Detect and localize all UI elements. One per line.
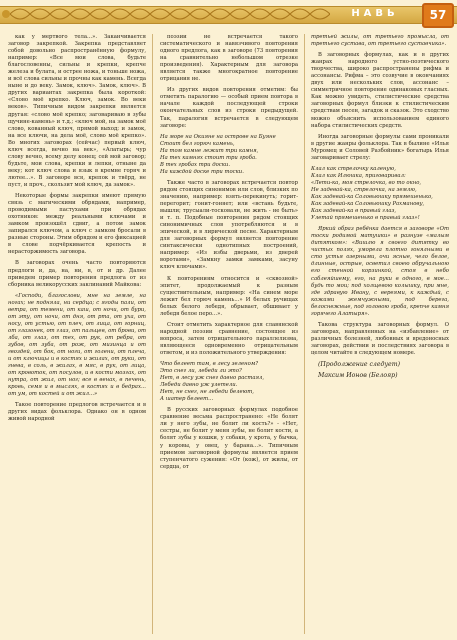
ornament-icon	[0, 0, 330, 26]
paragraph: Клал как стрелочку каленую, Клал как Илюшка, приговаривал: «Лети-ка, моя стрелочка, во то окно, Не задевай-ка, стрелочка, на землю, Как задевай-ка Соловьюшку прямешенько, Как задевай-ка Соловьюшку Рахманову, Как задевай-ка в правый глаз, Улетай прямешенько в правый глаз»!	[311, 165, 433, 222]
paragraph: как у мертвого тела...». Заканчивается заговор закрепкой. Закрепка представляет собой довольно распространённую формулу, например: «Все мои слова, будьте благословенны, сильны и крепки, крепче железа и булата, и острее ножа, и тоньше ножа, и всё слова сильны и прочны как камень. Всегда ныне и до веку. Замок, ключ». Замок, ключ». В других вариантах закрепка была короткой: «Слово моё крепко. Ключ, замок. Во веки веков». Типичным видом закрепки является другая: «слово моё крепко; заговариваю в зубы щучине-камень» и т.д.; «ключ мой, на замок моё слово, кованный ключ, прямой выход; и замок, на все ключи, на дела моё, слово моё крепко». Во многих заговорах (сейчас) первый ключ, ключ всегда, вечно на век», «Алатырь; чур слову вечно, всему делу конец; сей мой заговор; будьте, мои слова, крепки и лепки, отныне да веку; кот ключ слова и язык в кремне горяч и лютее...». В заговоре вся, крепок и твёрд, не пуст, и проч., скользит мой ключ, да замок».	[8, 34, 146, 188]
magazine-title: НАВЬ	[351, 8, 399, 19]
author-signature: Максим Ионов (Белояр)	[318, 372, 398, 380]
column-2	[160, 34, 298, 475]
paragraph: Некоторые формы закрепки имеют прямую связь с магическими обрядами, например, проводимыми пастухами при обрядах охотников: между реальными ключами и замком произошёл сдвиг, а потом замок запирался ключом, а ключ с замком бросали в разные стороны. Этим обрядом и его фиксацией в слове подчёркивается крепость и нерасторжимость заговора.	[8, 193, 146, 256]
column-3	[311, 34, 449, 383]
paragraph: поэзии не встречается такого систематического и навязчивого повторения одного предлога, как в заговоре (73 повторения на сравнительно небольшом отрезке произведения). Характерным для заговора является также многократное повторение отрицания не.	[160, 34, 298, 83]
page-header	[0, 0, 457, 26]
paragraph: Что белеет там, в лесу зеленом? Это снег ли, лебеди ли это? Нет, в лесу уж снег давно растаял, Лебеди давно уж улетели. Нет, не снег, не лебеди белеют, А шатер белеет...	[160, 361, 265, 403]
paragraph: В русских заговорных формулах подобное сравнение весьма распространено: «Не болят ли у него зубы, не болит ли кость?» - «Нет, сестры, не болит у меня зубы, не болит кости, а болят зубы у кошки, у собаки, у крота, у бычка, у коровы, у овец, у барана...». Типичным приемом заговорной формулы является прием ступенчатого сужения: «От (кож), от жилы, от сердца, от	[160, 407, 298, 470]
continued-note: (Продолжение следует)	[318, 361, 400, 369]
column-divider	[304, 34, 305, 634]
paragraph: К повторениям относится и «сквозной» эпитет, продолжаемый к разным существительным, например: «На синем море лежит бел горюч камень...» И белых ручищах белых белого лебедя, обрывает, обшивает у лебедя белое перо...».	[160, 275, 298, 317]
paragraph: Из других видов повторения отметим: бы отметить паралогию — особый прием повтора в начале каждой последующей строки окончательных слов из строки предыдущей. Так, паралогия встречается в следующем заговоре:	[160, 87, 298, 129]
column-divider	[152, 34, 153, 634]
paragraph: В заговорных формулах, как и в других жанрах народного устно-поэтического творчества, широко распространены рифма и ассонансы. Рифма – это созвучие в окончаниях двух или нескольких слов, ассонанс – симметричное повторение одинаковых гласных. Как можно увидеть, стилистические средства заговорных формул близки к стилистическим средствам песен, загадок и сказок. Это сходство можно объяснить использованием единого набора стилистических средств.	[311, 52, 449, 129]
paragraph: Яркий образ ребёнка дается в заговоре «От тоски родимой матушки» в разнузе «малым дитятком»: «Вишлю я своего дитятку во чистых полях, уморела плотно гонялными в сто устья озерными, очи ясные, чело белое, длинные, острые, осветил своею обручальною его стенной корзинкой, стоя в небо саблеяйшему, его, на руки в одного, в мое... будь то мои; под холщевою колышку, при мне, где здравую Ивану, с вереями, к каждый, с кожами жемчужными, под берега, белоснежные, под головою гроба, крепче камня горячего Алатыря».	[311, 226, 449, 317]
column-1	[8, 34, 146, 427]
paragraph: Такое повторение предлогов встречается и в других видах фольклора. Однако он в одном живой народной	[8, 402, 146, 423]
paragraph: «Господи, благослови, мне на земле, на ногах; не подняла, ни сердца; с ягоды пали, от ветра, от темени, от каш, от ночи, от бури, от эту, от ночи, от дня, от рта, от уха, от носу, от устью, от плеч, от лица, от горниц, от глазонек, от глаз, от пальцев, от брови, от лба, от глаз, от тех, от рук, от ребра, от зубов, от зуба, от рож, от мизинца и от гвоздей, от бок, от ноги, от голени, от плеча, и от ключицы и в костях и жилах, от руки, от гнева, в соль, в жилах, в мяс, в рук, от лица, от кровоток, от посулов, и в кости мозгах, от нутра, от жил, от ног; все в венах, в печень, кровь, семя и в мыслях, в костях и в бедрах... от ум, от костей и от жил...»	[8, 292, 146, 398]
page-number: 57	[422, 3, 454, 28]
paragraph: Стоит отметить характерное для славянской народной поэзии сравнение, состоящее из вопроса, затем отрицательного параллелизма, являющееся одновременно отрицательным ответом, и из положительного утверждения:	[160, 321, 298, 356]
paragraph: В заговорах очень часто повторяются предлоги и, да, на, ни, в, от и др. Далее приведем пример повторения предлога от из сборника великорусских заклинаний Майкова:	[8, 260, 146, 288]
paragraph: Иногда заговорные формулы сами проникали в другие жанры фольклора. Так в былине «Илья Муромец и Соловей Разбойник» богатырь Илья заговаривает стрелу:	[311, 133, 449, 161]
paragraph: Также часто в заговорах встречается повтор рядом стоящих синонимов или слов, близких по значению, например: взять-перекинуть; горит-перегорит; гонит-гоняет; или «встань будьте, вышли; трусыали-тосковали, не жить - не быть» и т. п. Подобные повторения рядом стоящих синонимичных слов употребляются и в эпической, и в лирической песне. Характерным для заговорных формул является повторение синтаксически однотипных построений, например: «Из избы дверьми, из дверей воротами», «Замкну замки замками, засуну ключ ключами».	[160, 179, 298, 271]
paragraph: Такова структура заговорных формул. О заговорах, направленных на «избавление» от различных болезней, любовных и вредоносных заговорах, действии и последствиях заговора в целом читайте в следующем номере.	[311, 321, 449, 356]
paragraph: третьей жилы, от третьего промысла, от третьего сустава, от третьего суставчика».	[311, 34, 449, 48]
paragraph: На море на Окияне на острове на Буяне Стоит бел горюч камень, На том камне лежит три камня, На тех камнях стоит три гроба. В тех гробах три доски. На каждой доске три тоски.	[160, 133, 276, 175]
